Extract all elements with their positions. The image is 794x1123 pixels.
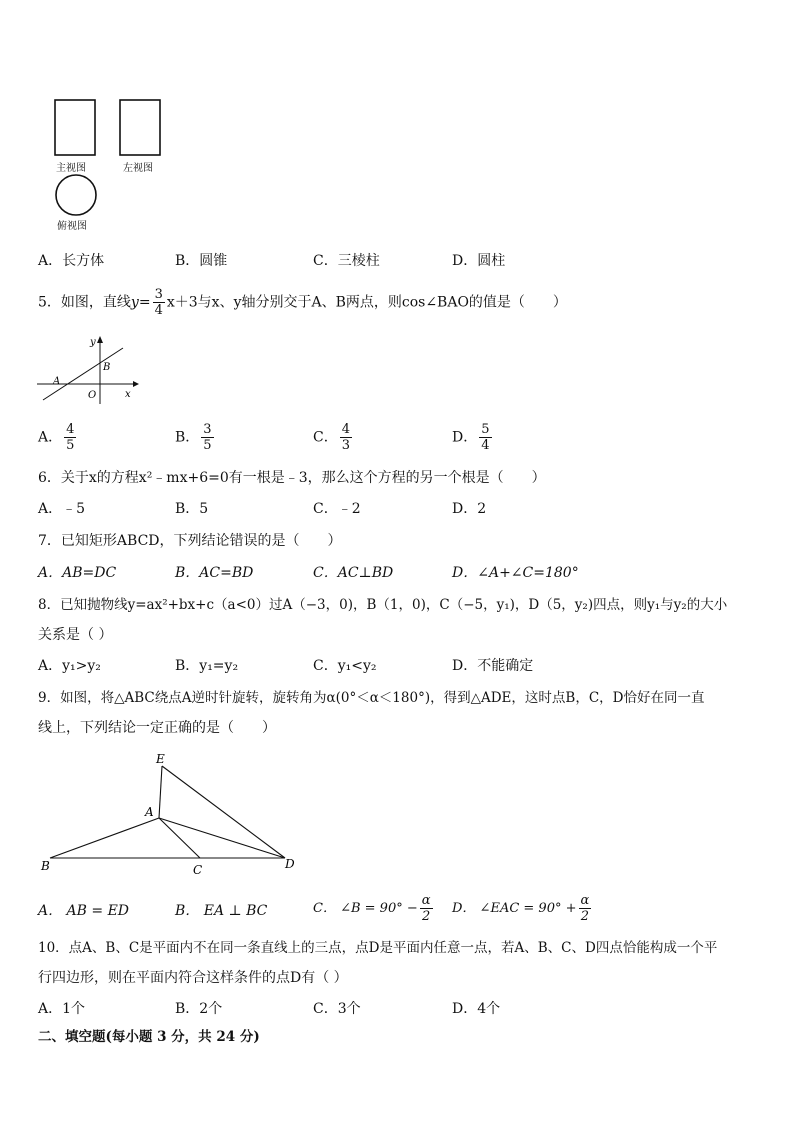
q5-option-b: B． $\frac{3}{5}$ (175, 422, 212, 453)
q10-stem-line2: 行四边形，则在平面内符合这样条件的点D有（ ） (38, 970, 348, 986)
q8-option-a: A．y₁>y₂ (38, 658, 101, 674)
q8-option-b: B．y₁=y₂ (175, 658, 239, 674)
q7-option-c: C．AC⊥BD (313, 565, 394, 581)
q8-stem-line1: 8．已知抛物线y=ax²+bx+c（a<0）过A（−3，0)，B（1，0)，C（−5，y₁)，D（5，y₂)四点，则y₁与y₂的大小 (38, 597, 728, 613)
graph-label-o: O (88, 390, 97, 401)
q10-option-a: A．1个 (38, 1001, 86, 1017)
q9-option-a: A． AB = ED (38, 903, 130, 919)
q7-option-d: D．∠A+∠C=180° (452, 565, 579, 581)
q9-figure (35, 748, 305, 878)
q10-option-c: C．3个 (313, 1001, 361, 1017)
q9-option-b: B． EA ⊥ BC (175, 903, 268, 919)
left-view-rect (120, 100, 160, 155)
q5-slope-fraction: $\frac{3}{4}$ (154, 287, 163, 318)
segment-ed (162, 766, 285, 858)
graph-label-a: A (53, 376, 61, 387)
top-view-circle (56, 175, 96, 215)
q9-option-c: C． ∠B = 90° − $\frac{\alpha}{2}$ (313, 893, 431, 924)
q4-option-d: D．圆柱 (452, 253, 506, 269)
graph-label-y: y (90, 337, 96, 348)
q5-option-a: A． $\frac{4}{5}$ (38, 422, 75, 453)
q8-option-d: D．不能确定 (452, 658, 534, 674)
q10-option-b: B．2个 (175, 1001, 223, 1017)
q9-stem-line1: 9．如图，将△ABC绕点A逆时针旋转，旋转角为α(0°＜α＜180°)，得到△ADE，这时点B，C，D恰好在同一直 (38, 690, 705, 706)
q8-stem-line2: 关系是（ ） (38, 627, 113, 643)
q10-stem-line1: 10．点A、B、C是平面内不在同一条直线上的三点，点D是平面内任意一点，若A、B、C、D四点恰能构成一个平 (38, 940, 718, 956)
segment-ae (159, 766, 162, 818)
top-view-label: 俯视图 (57, 221, 87, 232)
q5-stem: 5．如图，直线y= $\frac{3}{4}$ x＋3与x、y轴分别交于A、B两点，则cos∠BAO的值是（ ） (38, 287, 567, 318)
q6-stem: 6．关于x的方程x²﹣mx+6=0有一根是﹣3，那么这个方程的另一个根是（ ） (38, 470, 546, 486)
segment-ad (159, 818, 285, 858)
q7-stem: 7．已知矩形ABCD，下列结论错误的是（ ） (38, 533, 342, 549)
q5-graph (35, 334, 140, 409)
graph-label-b: B (103, 362, 111, 373)
q6-option-a: A．﹣5 (38, 501, 86, 517)
figure-label-c: C (193, 863, 203, 877)
figure-label-a: A (145, 805, 154, 819)
section2-heading: 二、填空题(每小题 3 分，共 24 分) (38, 1029, 260, 1045)
q8-option-c: C．y₁<y₂ (313, 658, 377, 674)
figure-label-b: B (41, 859, 50, 873)
q9-option-d: D． ∠EAC = 90° + $\frac{\alpha}{2}$ (452, 893, 590, 924)
q6-option-b: B．5 (175, 501, 209, 517)
graph-label-x: x (125, 389, 131, 400)
q6-option-c: C．﹣2 (313, 501, 361, 517)
figure-label-d: D (285, 857, 295, 871)
q4-option-c: C．三棱柱 (313, 253, 380, 269)
figure-label-e: E (156, 752, 165, 766)
line-ab (43, 348, 123, 400)
q6-option-d: D．2 (452, 501, 487, 517)
front-view-label: 主视图 (56, 163, 86, 174)
q7-option-b: B．AC=BD (175, 565, 254, 581)
q10-option-d: D．4个 (452, 1001, 501, 1017)
segment-ba (50, 818, 159, 858)
q9-stem-line2: 线上，下列结论一定正确的是（ ） (38, 720, 276, 736)
q5-option-d: D． $\frac{5}{4}$ (452, 422, 490, 453)
q4-option-a: A．长方体 (38, 253, 105, 269)
q4-option-b: B．圆锥 (175, 253, 228, 269)
q5-option-c: C． $\frac{4}{3}$ (313, 422, 350, 453)
left-view-label: 左视图 (123, 163, 153, 174)
q7-option-a: A．AB=DC (38, 565, 117, 581)
front-view-rect (55, 100, 95, 155)
